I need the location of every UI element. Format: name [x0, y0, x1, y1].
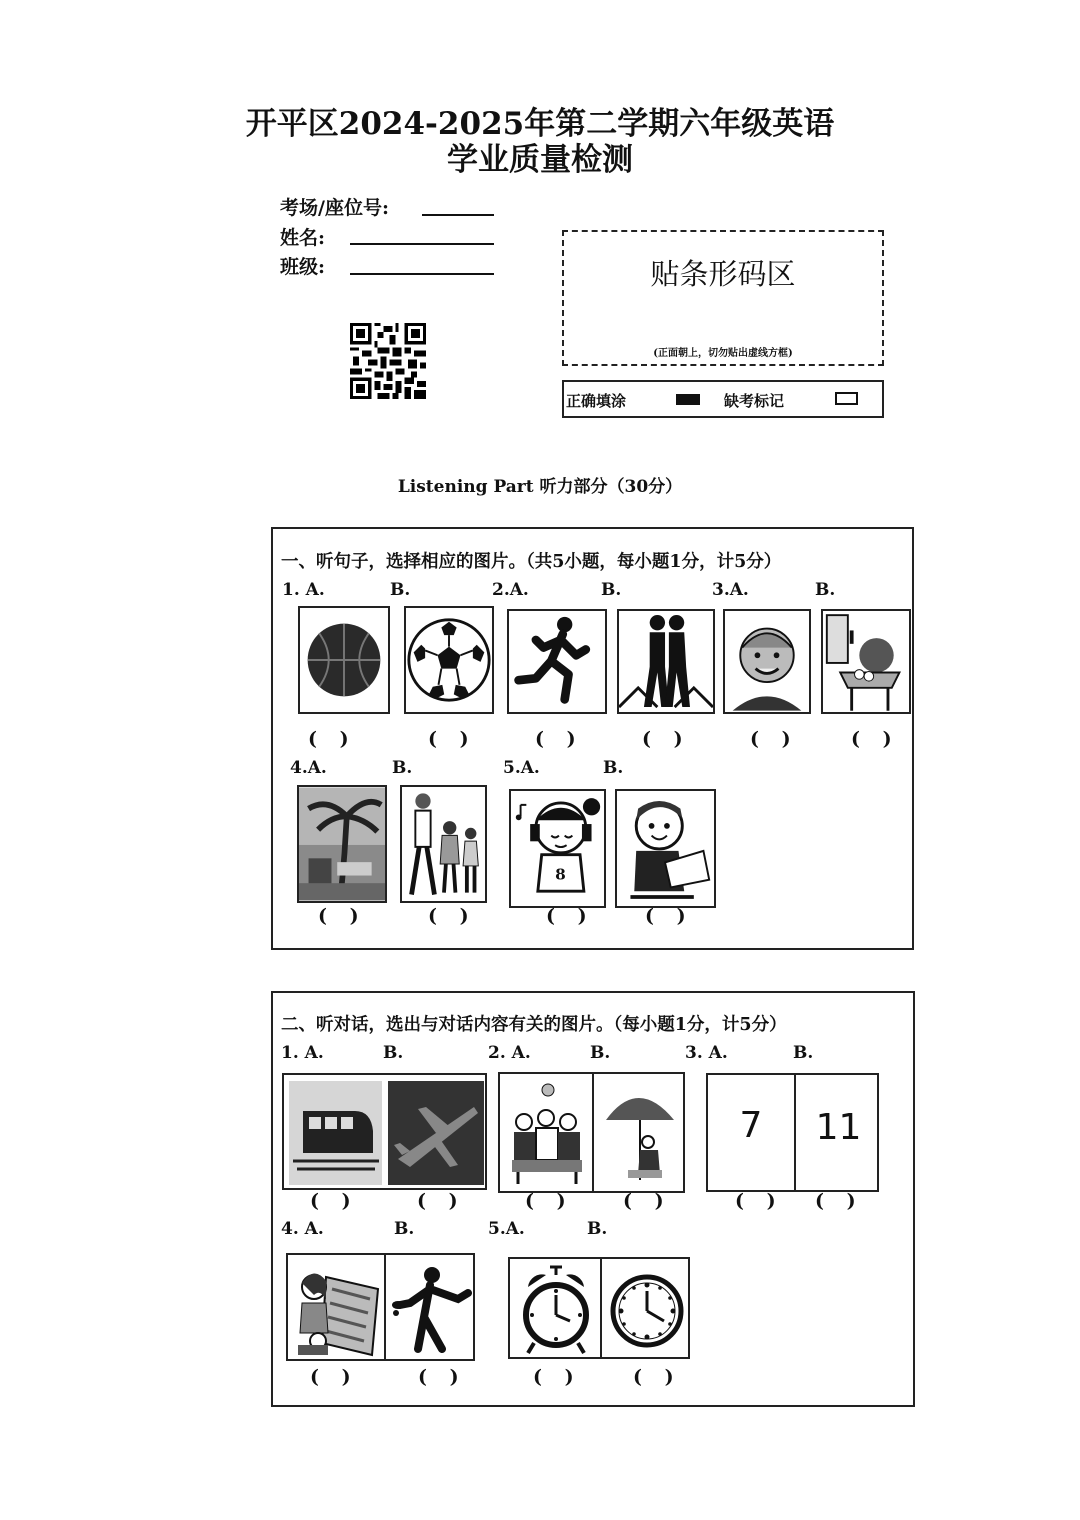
s1-q3-a-answer[interactable]: ( ) — [750, 728, 799, 750]
absent-mark-label: 缺考标记 — [724, 392, 785, 410]
listening-heading: Listening Part 听力部分（30分） — [397, 477, 683, 497]
s1-q4-a-label: 4.A. — [290, 758, 327, 778]
walking-couple-icon — [617, 609, 715, 714]
fill-legend — [562, 380, 884, 418]
smiling-man-icon — [723, 609, 811, 714]
s2-q2-b-answer[interactable]: ( ) — [623, 1190, 672, 1212]
section-2-title: 二、听对话，选出与对话内容有关的图片。（每小题1分，计5分） — [281, 1015, 787, 1035]
barcode-area-note: (正面朝上，切勿贴出虚线方框) — [653, 348, 793, 359]
s2-q3-b-label: B. — [793, 1043, 814, 1063]
s2-q2-pictures — [498, 1072, 685, 1193]
s2-q2-a-answer[interactable]: ( ) — [525, 1190, 574, 1212]
s2-q4-b-answer[interactable]: ( ) — [418, 1366, 467, 1388]
s1-q1-b-answer[interactable]: ( ) — [428, 728, 477, 750]
boy-reading-icon — [615, 789, 716, 908]
s1-q1-a-answer[interactable]: ( ) — [308, 728, 357, 750]
soccer-ball-icon — [404, 606, 494, 714]
s1-q2-b-answer[interactable]: ( ) — [642, 728, 691, 750]
train-icon — [289, 1081, 382, 1185]
table-tennis-icon — [388, 1259, 474, 1359]
page-subtitle: 学业质量检测 — [447, 142, 633, 178]
seat-field[interactable] — [422, 214, 494, 216]
name-label: 姓名: — [280, 227, 326, 249]
s1-q2-a-label: 2.A. — [492, 580, 529, 600]
s2-q2-b-label: B. — [590, 1043, 611, 1063]
svg-text:8: 8 — [555, 865, 566, 884]
seat-label: 考场/座位号: — [280, 197, 389, 219]
section-1-title: 一、听句子，选择相应的图片。（共5小题，每小题1分，计5分） — [281, 552, 782, 572]
s2-q3-a-answer[interactable]: ( ) — [735, 1190, 784, 1212]
s2-q1-a-answer[interactable]: ( ) — [310, 1190, 359, 1212]
s2-q5-pictures — [508, 1257, 690, 1359]
s2-q3-b-answer[interactable]: ( ) — [815, 1190, 864, 1212]
number-eleven: 11 — [815, 1107, 862, 1148]
s2-q5-a-answer[interactable]: ( ) — [533, 1366, 582, 1388]
s2-q3-pictures — [706, 1073, 879, 1192]
girl-umbrella-icon — [598, 1080, 682, 1188]
s1-q5-a-answer[interactable]: ( ) — [546, 905, 595, 927]
picture-divider — [600, 1259, 602, 1359]
s2-q4-b-label: B. — [394, 1219, 415, 1239]
s2-q1-b-label: B. — [383, 1043, 404, 1063]
s2-q2-a-label: 2. A. — [488, 1043, 531, 1063]
family-photo-icon — [506, 1080, 588, 1188]
s2-q5-b-label: B. — [587, 1219, 608, 1239]
s1-q5-a-label: 5.A. — [503, 758, 540, 778]
s1-q4-b-answer[interactable]: ( ) — [428, 905, 477, 927]
s2-q5-a-label: 5.A. — [488, 1219, 525, 1239]
basketball-icon — [298, 606, 390, 714]
filled-mark — [676, 394, 700, 405]
airplane-icon — [388, 1081, 484, 1185]
s2-q1-a-label: 1. A. — [281, 1043, 324, 1063]
girl-reading-icon — [292, 1259, 382, 1359]
s1-q3-b-label: B. — [815, 580, 836, 600]
s1-q4-a-answer[interactable]: ( ) — [318, 905, 367, 927]
s1-q2-a-answer[interactable]: ( ) — [535, 728, 584, 750]
picture-divider — [384, 1255, 386, 1361]
wall-clock-icon — [604, 1261, 690, 1359]
absent-checkbox[interactable] — [835, 392, 858, 405]
s1-q1-a-label: 1. A. — [282, 580, 325, 600]
runner-icon — [507, 609, 607, 714]
name-field[interactable] — [350, 243, 494, 245]
class-label: 班级: — [280, 256, 326, 278]
s2-q1-pictures — [282, 1073, 487, 1190]
alarm-clock-icon — [514, 1261, 598, 1359]
picture-divider — [592, 1074, 594, 1193]
s2-q4-pictures — [286, 1253, 475, 1361]
beach-icon — [297, 785, 387, 903]
class-field[interactable] — [350, 273, 494, 275]
qr-code-icon — [350, 323, 426, 399]
s2-q4-a-answer[interactable]: ( ) — [310, 1366, 359, 1388]
barcode-area — [562, 230, 884, 366]
correct-fill-label: 正确填涂 — [566, 392, 627, 410]
s1-q5-b-label: B. — [603, 758, 624, 778]
s1-q4-b-label: B. — [392, 758, 413, 778]
s1-q3-a-label: 3.A. — [712, 580, 749, 600]
family-walking-icon — [400, 785, 487, 903]
girl-headphones-icon — [509, 789, 606, 908]
s2-q5-b-answer[interactable]: ( ) — [633, 1366, 682, 1388]
s2-q1-b-answer[interactable]: ( ) — [417, 1190, 466, 1212]
barcode-area-title: 贴条形码区 — [650, 257, 796, 291]
page-title: 开平区2024-2025年第二学期六年级英语 — [245, 106, 835, 142]
s2-q3-a-label: 3. A. — [685, 1043, 728, 1063]
washing-face-icon — [821, 609, 911, 714]
s1-q1-b-label: B. — [390, 580, 411, 600]
s1-q5-b-answer[interactable]: ( ) — [645, 905, 694, 927]
s2-q4-a-label: 4. A. — [281, 1219, 324, 1239]
s1-q2-b-label: B. — [601, 580, 622, 600]
number-seven: 7 — [739, 1105, 763, 1146]
s1-q3-b-answer[interactable]: ( ) — [851, 728, 900, 750]
